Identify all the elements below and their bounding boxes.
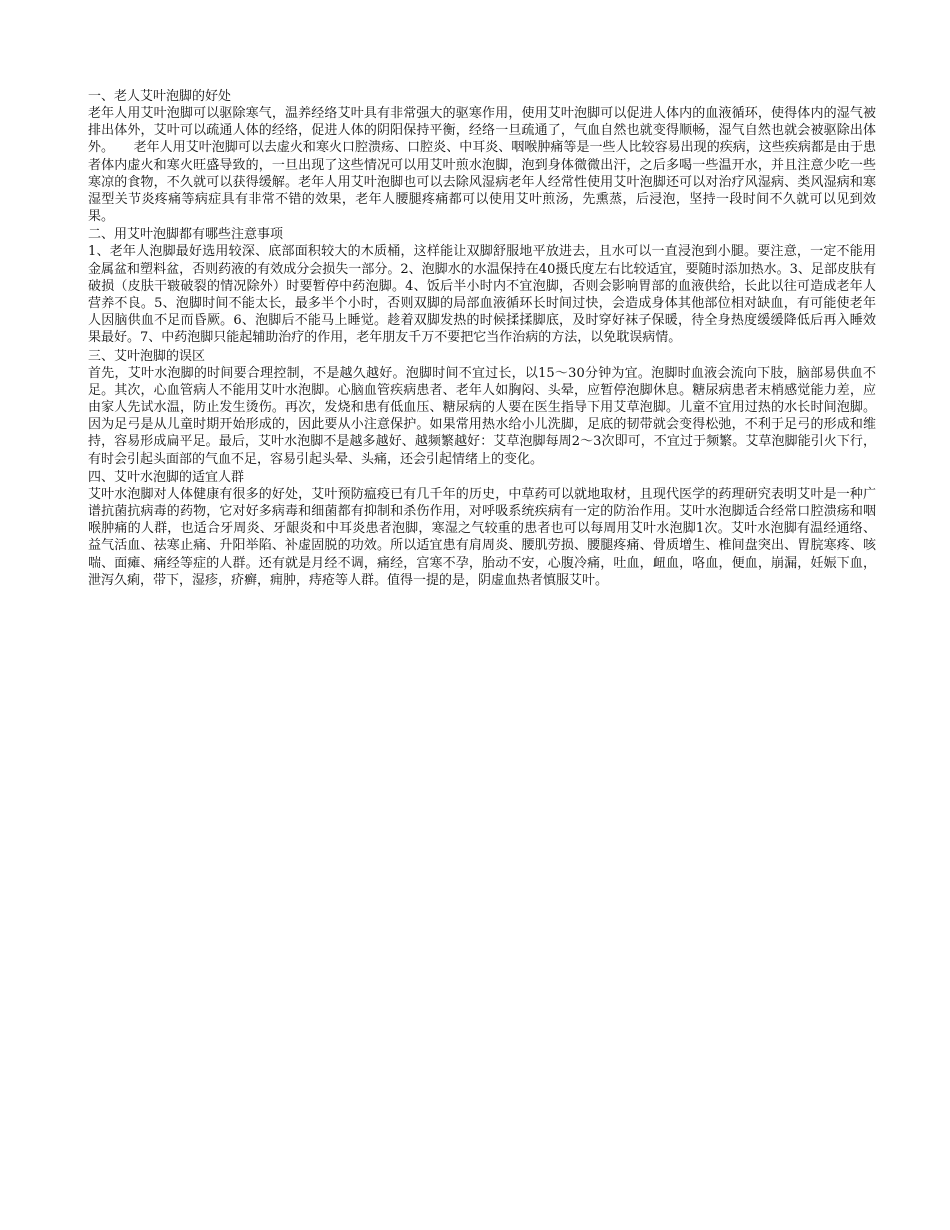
section-precautions (88, 226, 876, 346)
section-heading: 一、老人艾叶泡脚的好处 (88, 89, 232, 104)
section-heading: 三、艾叶泡脚的误区 (88, 348, 206, 364)
section-heading: 四、艾叶水泡脚的适宜人群 (88, 469, 245, 485)
section-body: 1、老年人泡脚最好选用较深、底部面积较大的木质桶，这样能让双脚舒服地平放进去，且水可以一直浸泡到小腿。要注意，一定不能用金属盆和塑料盆，否则药液的有效成分会损失一部分。2、泡脚水的水温保持在40摄氏度左右比较适宜，要随时添加热水。3、足部皮肤有破损（皮肤干皲破裂的情况除外）时要暂停中药泡脚。4、饭后半小时内不宜泡脚，否则会影响胃部的血液供给，长此以往可造成老年人营养不良。5、泡脚时间不能太长，最多半个小时，否则双脚的局部血液循环长时间过快，会造成身体其他部位相对缺血，有可能使老年人因脑供血不足而昏厥。6、泡脚后不能马上睡觉。趁着双脚发热的时候揉揉脚底，及时穿好袜子保暖，待全身热度缓缓降低后再入睡效果最好。7、中药泡脚只能起辅助治疗的作用，老年朋友千万不要把它当作治病的方法，以免耽误病情。 (88, 244, 876, 346)
section-heading: 二、用艾叶泡脚都有哪些注意事项 (88, 227, 284, 243)
section-body: 首先，艾叶水泡脚的时间要合理控制，不是越久越好。泡脚时间不宜过长，以15～30分钟为宜。泡脚时血液会流向下肢，脑部易供血不足。其次，心血管病人不能用艾叶水泡脚。心脑血管疾病患者、老年人如胸闷、头晕，应暂停泡脚休息。糖尿病患者末梢感觉能力差，应由家人先试水温，防止发生烫伤。再次，发烧和患有低血压、糖尿病的人要在医生指导下用艾草泡脚。儿童不宜用过热的水长时间泡脚。因为足弓是从儿童时期开始形成的，因此要从小注意保护。如果常用热水给小儿洗脚，足底的韧带就会变得松弛，不利于足弓的形成和维持，容易形成扁平足。最后，艾叶水泡脚不是越多越好、越频繁越好：艾草泡脚每周2～3次即可，不宜过于频繁。艾草泡脚能引火下行，有时会引起头面部的气血不足，容易引起头晕、头痛，还会引起情绪上的变化。 (88, 365, 876, 467)
section-body: 艾叶水泡脚对人体健康有很多的好处，艾叶预防瘟疫已有几千年的历史，中草药可以就地取材，且现代医学的药理研究表明艾叶是一种广谱抗菌抗病毒的药物，它对好多病毒和细菌都有抑制和杀伤作用，对呼吸系统疾病有一定的防治作用。艾叶水泡脚适合经常口腔溃疡和咽喉肿痛的人群，也适合牙周炎、牙龈炎和中耳炎患者泡脚，寒湿之气较重的患者也可以每周用艾叶水泡脚1次。艾叶水泡脚有温经通络、益气活血、祛寒止痛、升阳举陷、补虚固脱的功效。所以适宜患有肩周炎、腰肌劳损、腰腿疼痛、骨质增生、椎间盘突出、胃脘寒疼、咳喘、面瘫、痛经等症的人群。还有就是月经不调，痛经，宫寒不孕，胎动不安，心腹冷痛，吐血，衄血，咯血，便血，崩漏，妊娠下血，泄泻久痢，带下，湿疹，疥癣，痈肿，痔疮等人群。值得一提的是，阴虚血热者慎服艾叶。 (88, 486, 876, 588)
section-suitable-people (88, 469, 876, 589)
document-page (88, 88, 876, 590)
section-benefits (88, 88, 876, 225)
section-misconceptions (88, 348, 876, 468)
section-body: 老年人用艾叶泡脚可以驱除寒气，温养经络艾叶具有非常强大的驱寒作用，使用艾叶泡脚可以促进人体内的血液循环，使得体内的湿气被排出体外，艾叶可以疏通人体的经络，促进人体的阴阳保持平衡，经络一旦疏通了，气血自然也就变得顺畅，湿气自然也就会被驱除出体外。 老年人用艾叶泡脚可以去虚火和寒火口腔溃疡、口腔炎、中耳炎、咽喉肿痛等是一些人比较容易出现的疾病，这些疾病都是由于患者体内虚火和寒火旺盛导致的，一旦出现了这些情况可以用艾叶煎水泡脚，泡到身体微微出汗，之后多喝一些温开水，并且注意少吃一些寒凉的食物，不久就可以获得缓解。老年人用艾叶泡脚也可以去除风湿病老年人经常性使用艾叶泡脚还可以对治疗风湿病、类风湿病和寒湿型关节炎疼痛等病症具有非常不错的效果，老年人腰腿疼痛都可以使用艾叶煎汤，先熏蒸，后浸泡，坚持一段时间不久就可以见到效果。 (88, 106, 876, 225)
